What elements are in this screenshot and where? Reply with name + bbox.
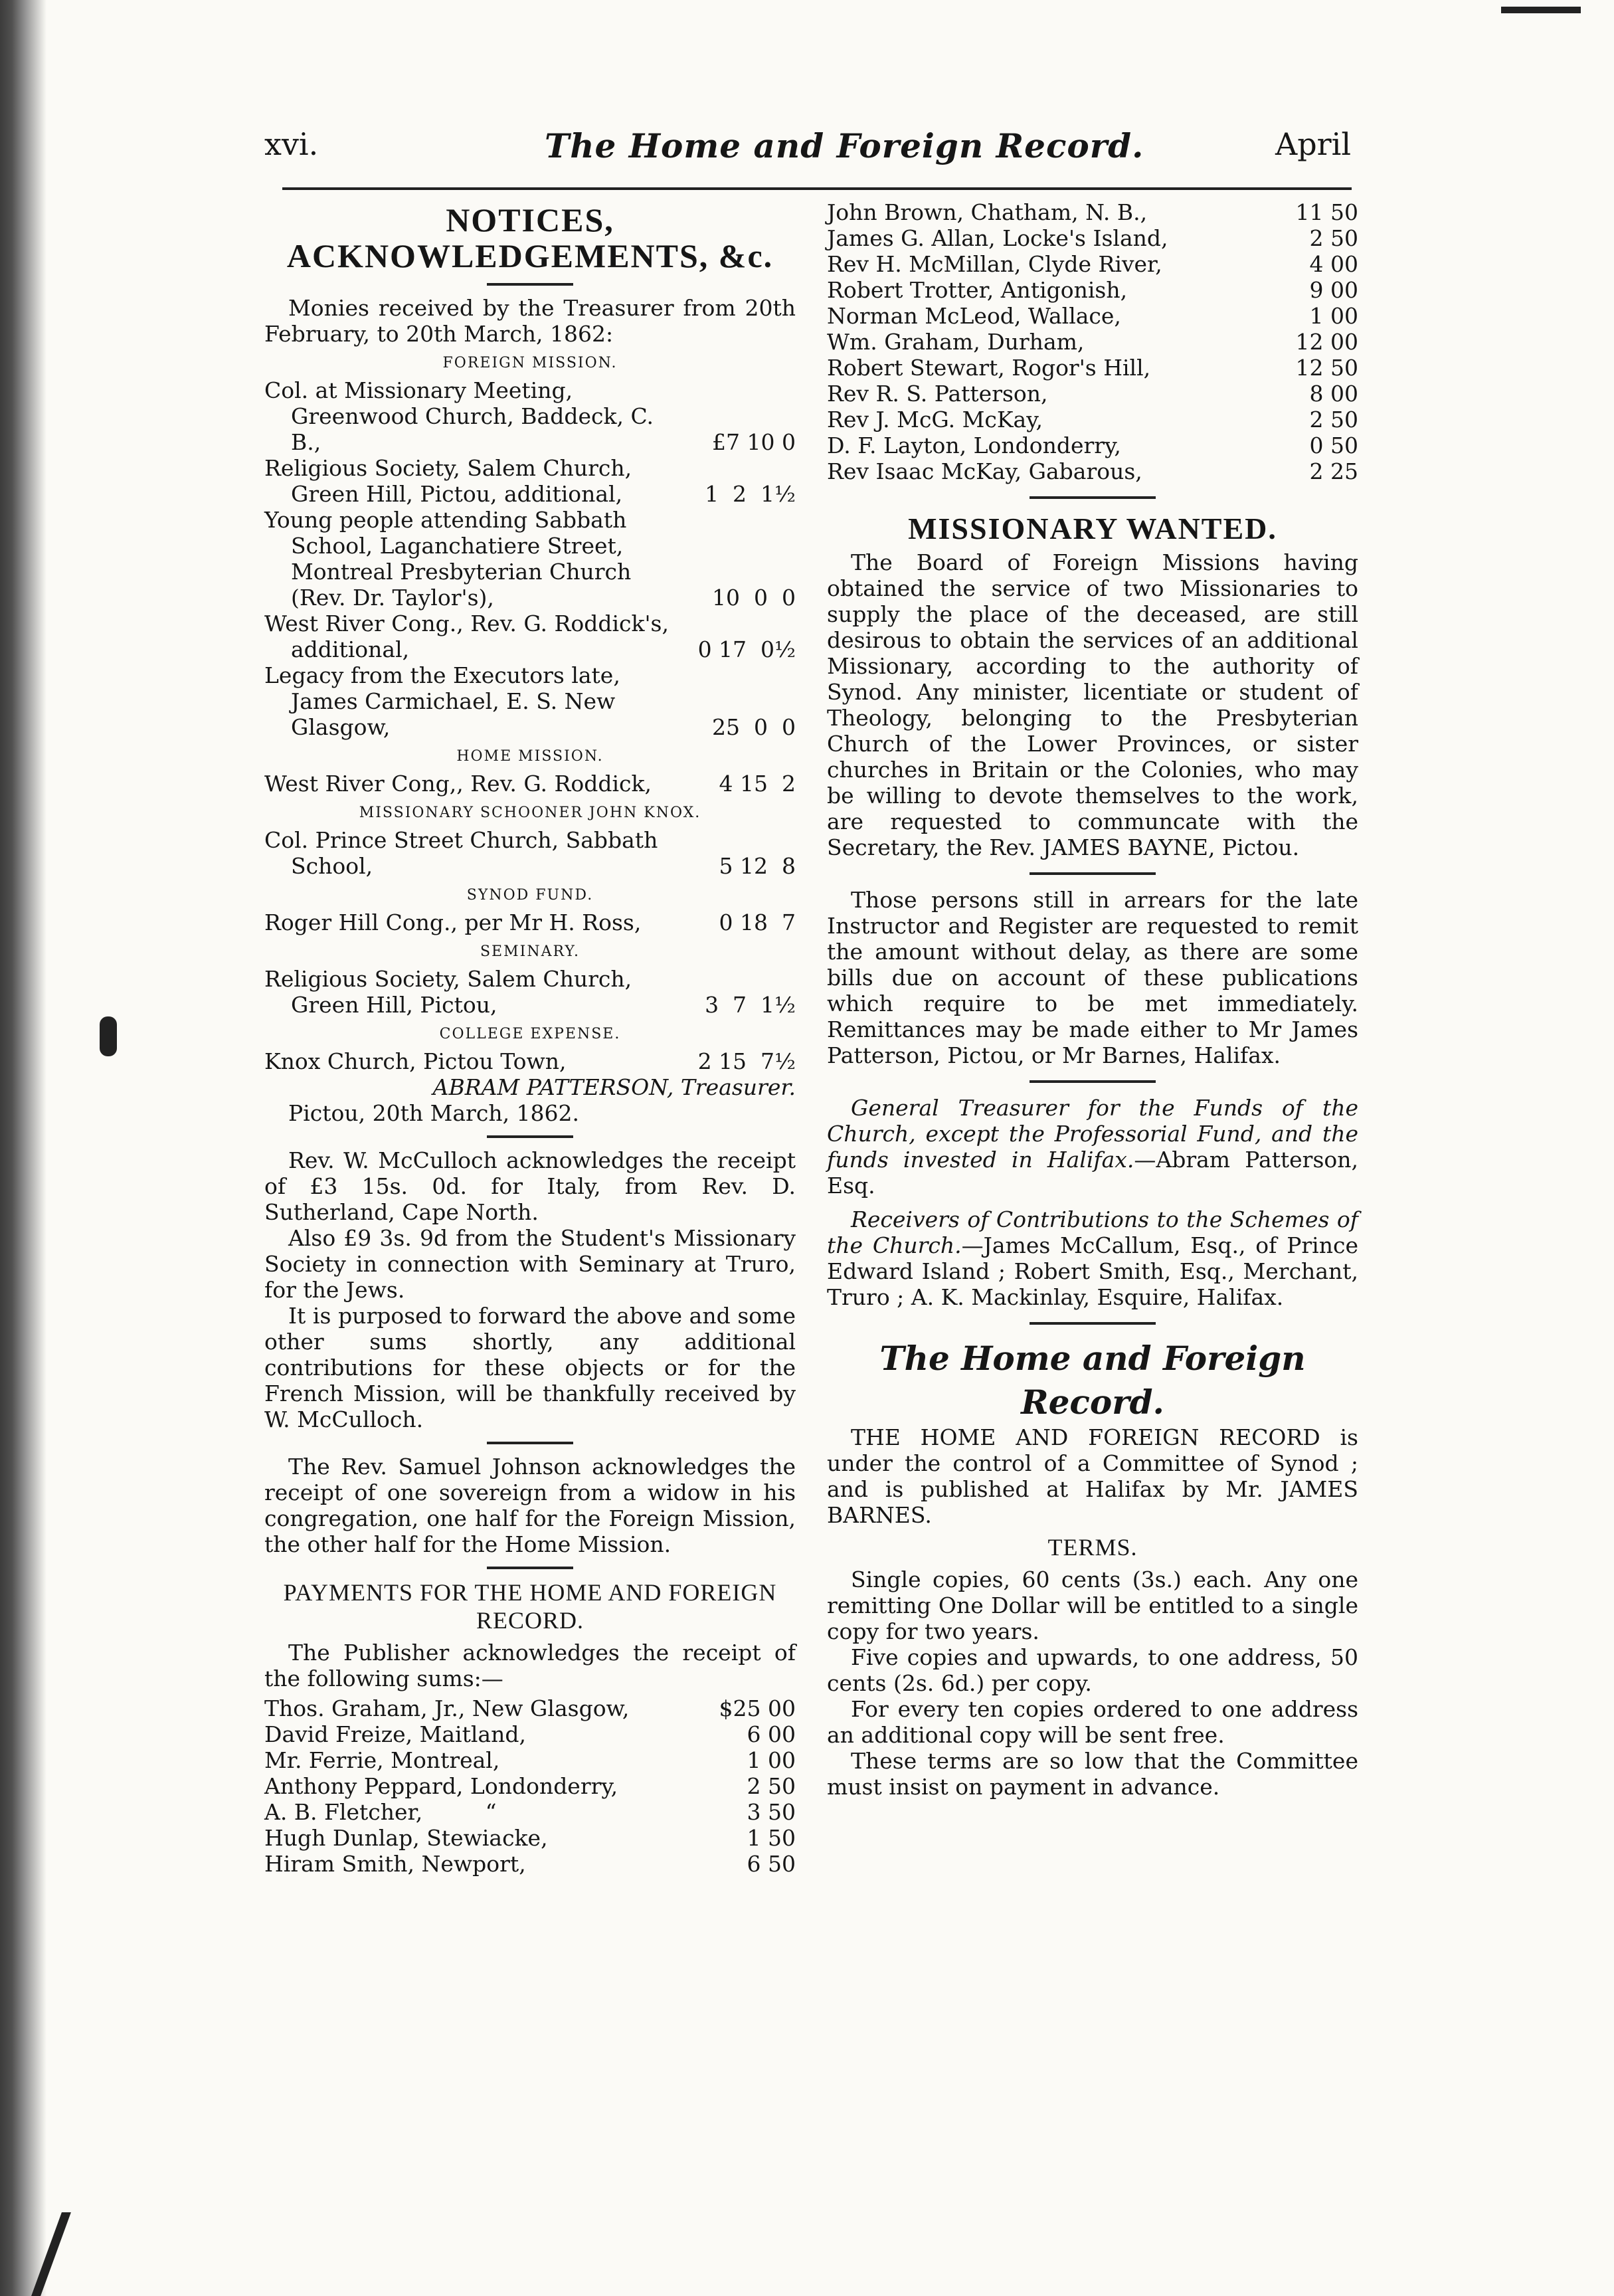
general-treasurer: General Treasurer for the Funds of the Church, except the Professorial Fund, and the funds invested in Halifax.—Abram Patterson, Esq. xyxy=(827,1095,1358,1198)
payment-row: Robert Trotter, Antigonish, 9 00 xyxy=(827,277,1358,303)
ack-item: Religious Society, Salem Church, Green Hill, Pictou, 3 7 1½ xyxy=(264,966,796,1018)
notices-heading: NOTICES, ACKNOWLEDGEMENTS, &c. xyxy=(286,201,774,274)
receivers: Receivers of Contributions to the Schemes of the Church.—James McCallum, Esq., of Prince Edward Island ; Robert Smith, Esq., Merchant, Truro ; A. K. Mackinlay, Esquire, Halifax. xyxy=(827,1206,1358,1310)
payment-row: James G. Allan, Locke's Island, 2 50 xyxy=(827,225,1358,251)
right-column xyxy=(827,199,1358,1800)
running-month: April xyxy=(1275,126,1352,162)
ack-item: Col. Prince Street Church, Sabbath School, 5 12 8 xyxy=(264,827,796,879)
terms-4: These terms are so low that the Committee must insist on payment in advance. xyxy=(827,1748,1358,1800)
header-rule xyxy=(282,187,1352,190)
payment-row: D. F. Layton, Londonderry, 0 50 xyxy=(827,432,1358,458)
ack-item: Col. at Missionary Meeting, Greenwood Church, Baddeck, C. B., £7 10 0 xyxy=(264,377,796,455)
section-title: FOREIGN MISSION. xyxy=(442,355,618,371)
terms-heading: TERMS. xyxy=(1047,1534,1138,1561)
section-title: SYNOD FUND. xyxy=(466,887,594,904)
payment-row: Mr. Ferrie, Montreal, 1 00 xyxy=(264,1747,796,1773)
place-date: Pictou, 20th March, 1862. xyxy=(288,1100,580,1126)
payment-row: Robert Stewart, Rogor's Hill, 12 50 xyxy=(827,355,1358,381)
divider xyxy=(487,283,573,286)
missionary-body: The Board of Foreign Missions having obtained the service of two Missionaries to supply the place of the deceased, are still desirous to obtain the services of an additional Missionary, according to the authority of Synod. Any minister, licentiate or student of Theology, belonging to the Presbyterian Church of the Lower Provinces, or sister churches in Britain or the Colonies, who may be willing to devote themselves to the work, are requested to communcate with the Secretary, the Rev. JAMES BAYNE, Pictou. xyxy=(827,549,1358,860)
payment-row: Hiram Smith, Newport, 6 50 xyxy=(264,1851,796,1877)
section-title: MISSIONARY SCHOONER JOHN KNOX. xyxy=(359,805,701,821)
payment-row: Wm. Graham, Durham, 12 00 xyxy=(827,329,1358,355)
mcculloch-p1: Rev. W. McCulloch acknowledges the receipt of £3 15s. 0d. for Italy, from Rev. D. Sutherland, Cape North. xyxy=(264,1147,796,1225)
section-title: HOME MISSION. xyxy=(456,748,604,765)
arrears-body: Those persons still in arrears for the late Instructor and Register are requested to remit the amount without delay, as there are some bills due on account of these publications which require to be met immediately. Remittances may be made either to Mr James Patterson, Pictou, or Mr Barnes, Halifax. xyxy=(827,887,1358,1068)
payment-row: Rev R. S. Patterson, 8 00 xyxy=(827,381,1358,407)
payments-list-left xyxy=(264,1695,796,1877)
ack-item: Knox Church, Pictou Town, 2 15 7½ xyxy=(264,1048,796,1074)
notices-intro: Monies received by the Treasurer from 20th February, to 20th March, 1862: xyxy=(264,295,796,347)
payment-row: Anthony Peppard, Londonderry, 2 50 xyxy=(264,1773,796,1799)
divider xyxy=(1030,1322,1156,1325)
divider xyxy=(487,1135,573,1138)
ack-item: Young people attending Sabbath School, Laganchatiere Street, Montreal Presbyterian Church (Rev. Dr. Taylor's), 10 0 0 xyxy=(264,507,796,611)
divider xyxy=(1030,872,1156,875)
running-title: The Home and Foreign Record. xyxy=(545,126,1144,165)
scan-blot-top xyxy=(1501,7,1581,13)
treasurer-signature: ABRAM PATTERSON, Treasurer. xyxy=(432,1074,796,1100)
payment-row: Norman McLeod, Wallace, 1 00 xyxy=(827,303,1358,329)
record-body: THE HOME AND FOREIGN RECORD is under the control of a Committee of Synod ; and is published at Halifax by Mr. JAMES BARNES. xyxy=(827,1424,1358,1528)
divider xyxy=(487,1442,573,1444)
payments-list-right xyxy=(827,199,1358,484)
payment-row: Hugh Dunlap, Stewiacke, 1 50 xyxy=(264,1825,796,1851)
payment-row: John Brown, Chatham, N. B., 11 50 xyxy=(827,199,1358,225)
payment-row: David Freize, Maitland, 6 00 xyxy=(264,1721,796,1747)
terms-1: Single copies, 60 cents (3s.) each. Any one remitting One Dollar will be entitled to a single copy for two years. xyxy=(827,1567,1358,1644)
mcculloch-p3: It is purposed to forward the above and some other sums shortly, any additional contributions for these objects or for the French Mission, will be thankfully received by W. McCulloch. xyxy=(264,1303,796,1432)
payment-row: Rev J. McG. McKay, 2 50 xyxy=(827,407,1358,432)
divider xyxy=(1030,496,1156,499)
mcculloch-p2: Also £9 3s. 9d from the Student's Missionary Society in connection with Seminary at Truro, for the Jews. xyxy=(264,1225,796,1303)
payment-row: A. B. Fletcher, “ 3 50 xyxy=(264,1799,796,1825)
section-title: COLLEGE EXPENSE. xyxy=(439,1026,621,1042)
scan-edge-shadow xyxy=(0,0,46,2296)
payment-row: Thos. Graham, Jr., New Glasgow, $25 00 xyxy=(264,1695,796,1721)
payments-heading: PAYMENTS FOR THE HOME AND FOREIGN RECORD. xyxy=(283,1579,777,1634)
payments-intro: The Publisher acknowledges the receipt of the following sums:— xyxy=(264,1640,796,1691)
payment-row: Rev H. McMillan, Clyde River, 4 00 xyxy=(827,251,1358,277)
page-number: xvi. xyxy=(264,126,319,162)
record-heading: The Home and Foreign Record. xyxy=(879,1339,1306,1422)
ack-item: West River Cong,, Rev. G. Roddick, 4 15 2 xyxy=(264,771,796,797)
terms-2: Five copies and upwards, to one address, 50 cents (2s. 6d.) per copy. xyxy=(827,1644,1358,1696)
divider xyxy=(1030,1080,1156,1083)
terms-3: For every ten copies ordered to one address an additional copy will be sent free. xyxy=(827,1696,1358,1748)
ack-item: Legacy from the Executors late, James Carmichael, E. S. New Glasgow, 25 0 0 xyxy=(264,662,796,740)
johnson-p1: The Rev. Samuel Johnson acknowledges the receipt of one sovereign from a widow in his congregation, one half for the Foreign Mission, the other half for the Home Mission. xyxy=(264,1454,796,1557)
ack-item: Religious Society, Salem Church, Green Hill, Pictou, additional, 1 2 1½ xyxy=(264,455,796,507)
ack-item: West River Cong., Rev. G. Roddick's, additional, 0 17 0½ xyxy=(264,611,796,662)
scan-blot xyxy=(100,1016,117,1056)
section-title: SEMINARY. xyxy=(480,943,581,960)
left-column xyxy=(264,199,796,1877)
payment-row: Rev Isaac McKay, Gabarous, 2 25 xyxy=(827,458,1358,484)
missionary-heading: MISSIONARY WANTED. xyxy=(908,512,1277,545)
ack-item: Roger Hill Cong., per Mr H. Ross, 0 18 7 xyxy=(264,909,796,935)
divider xyxy=(487,1567,573,1569)
